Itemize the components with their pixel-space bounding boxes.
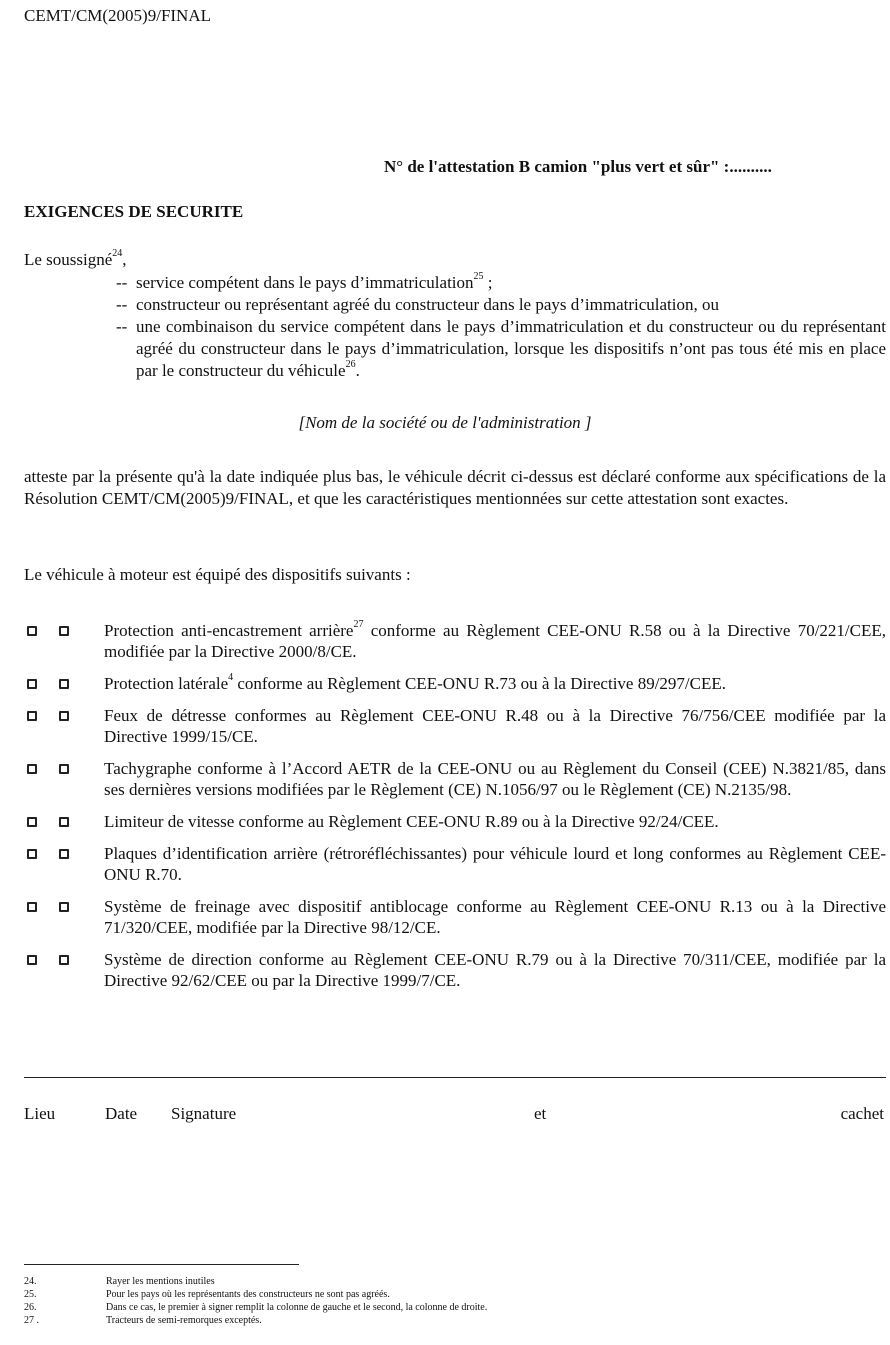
company-name-placeholder: [Nom de la société ou de l'administration ]	[298, 413, 592, 432]
footnote-text: Dans ce cas, le premier à signer remplit la colonne de gauche et le second, la colonne de droite.	[106, 1302, 488, 1313]
date-label: Date	[105, 1104, 138, 1123]
place-label: Lieu	[24, 1104, 56, 1123]
list-item	[24, 294, 886, 316]
footnote-ref: 24	[112, 248, 123, 260]
right-checkbox[interactable]	[59, 817, 69, 827]
left-checkbox[interactable]	[27, 955, 37, 965]
equipment-item-text: Système de direction conforme au Règlement CEE-ONU R.79 ou à la Directive 70/311/CEE, modifiée par la Directive 92/62/CEE ou par la Directive 1999/7/CE.	[104, 950, 886, 990]
footnote	[24, 1314, 487, 1327]
footnote-text: Rayer les mentions inutiles	[106, 1276, 215, 1287]
footnote-number: 24.	[24, 1276, 37, 1287]
equipment-item	[24, 896, 886, 938]
left-checkbox[interactable]	[27, 626, 37, 636]
right-checkbox[interactable]	[59, 955, 69, 965]
footnote	[24, 1275, 487, 1288]
equipment-item	[24, 620, 886, 662]
dash-marker: --	[116, 317, 128, 336]
right-checkbox[interactable]	[59, 764, 69, 774]
signature-label: Signature	[171, 1104, 237, 1123]
list-item-text: service compétent dans le pays d’immatriculation$^{25}$ ;	[136, 271, 493, 292]
right-checkbox[interactable]	[59, 849, 69, 859]
list-item	[24, 272, 886, 294]
footnote	[24, 1288, 487, 1301]
stamp-label: cachet	[840, 1104, 884, 1123]
equipment-item	[24, 949, 886, 991]
equipment-item	[24, 673, 886, 694]
signatory-intro-suffix: ,	[122, 250, 127, 269]
footnote-ref: 27	[353, 619, 364, 631]
separator-rule	[24, 1077, 886, 1078]
equipment-item-text: Limiteur de vitesse conforme au Règlement CEE-ONU R.89 ou à la Directive 92/24/CEE.	[104, 812, 719, 831]
signatory-intro-text: Le soussigné	[24, 250, 113, 269]
footnote-number: 26.	[24, 1302, 37, 1313]
left-checkbox[interactable]	[27, 817, 37, 827]
equipment-item	[24, 811, 886, 832]
equipment-item-text: Système de freinage avec dispositif antiblocage conforme au Règlement CEE-ONU R.13 ou à la Directive 71/320/CEE, modifiée par la Directive 98/12/CE.	[104, 897, 886, 937]
footnote-number: 25.	[24, 1289, 37, 1300]
right-checkbox[interactable]	[59, 902, 69, 912]
dash-marker: --	[116, 273, 128, 292]
left-checkbox[interactable]	[27, 849, 37, 859]
equipment-item-text: Plaques d’identification arrière (rétroréfléchissantes) pour véhicule lourd et long conformes au Règlement CEE-ONU R.70.	[104, 844, 886, 884]
equipment-item-text: Protection latérale$^4$ conforme au Règlement CEE-ONU R.73 ou à la Directive 89/297/CEE.	[104, 672, 727, 693]
equipment-item	[24, 705, 886, 747]
left-checkbox[interactable]	[27, 711, 37, 721]
left-checkbox[interactable]	[27, 679, 37, 689]
left-checkbox[interactable]	[27, 902, 37, 912]
list-item	[24, 316, 886, 382]
footnote-separator	[24, 1264, 299, 1265]
equipment-item	[24, 843, 886, 885]
left-checkbox[interactable]	[27, 764, 37, 774]
footnote-text: Tracteurs de semi-remorques exceptés.	[106, 1315, 262, 1326]
footnotes	[24, 1275, 487, 1327]
equipment-item	[24, 758, 886, 800]
equipment-item-text: Protection anti-encastrement arrière$^{27}$ conforme au Règlement CEE-ONU R.58 ou à la Directive 70/221/CEE, modifiée par la Directive 2000/8/CE.	[104, 619, 886, 661]
equipment-list	[24, 620, 886, 1002]
right-checkbox[interactable]	[59, 711, 69, 721]
dash-marker: --	[116, 295, 128, 314]
right-checkbox[interactable]	[59, 626, 69, 636]
right-checkbox[interactable]	[59, 679, 69, 689]
attestation-number-label: N° de l'attestation B camion "plus vert et sûr" :..........	[384, 157, 772, 176]
footnote	[24, 1301, 487, 1314]
list-item-text: constructeur ou représentant agréé du constructeur dans le pays d’immatriculation, ou	[136, 295, 719, 314]
list-item-text: une combinaison du service compétent dans le pays d’immatriculation et du constructeur ou du représentant agréé du constructeur dans le pays d’immatriculation, lorsque les dispositifs n’ont pas tous été mis en place par le constructeur du véhicule$^{26}$.	[136, 317, 886, 380]
footnote-number: 27 .	[24, 1315, 39, 1326]
equipment-intro: Le véhicule à moteur est équipé des dispositifs suivants :	[24, 565, 411, 584]
footnote-ref: 4	[228, 672, 234, 684]
footnote-ref: 26	[345, 359, 356, 371]
attestation-paragraph: atteste par la présente qu'à la date indiquée plus bas, le véhicule décrit ci-dessus est déclaré conforme aux spécifications de la Résolution CEMT/CM(2005)9/FINAL, et que les caractéristiques mentionnées sur cette attestation sont exactes.	[24, 467, 886, 508]
and-label: et	[534, 1104, 547, 1123]
footnote-text: Pour les pays où les représentants des constructeurs ne sont pas agréés.	[106, 1289, 390, 1300]
equipment-item-text: Tachygraphe conforme à l’Accord AETR de la CEE-ONU ou au Règlement du Conseil (CEE) N.3821/85, dans ses dernières versions modifiées par le Règlement (CE) N.1056/97 ou le Règlement (CE) N.2135/98.	[104, 759, 886, 799]
section-title: EXIGENCES DE SECURITE	[24, 202, 244, 221]
footnote-ref: 25	[473, 271, 484, 283]
signatory-options-list	[24, 272, 886, 382]
document-reference: CEMT/CM(2005)9/FINAL	[24, 6, 211, 25]
equipment-item-text: Feux de détresse conformes au Règlement CEE-ONU R.48 ou à la Directive 76/756/CEE modifiée par la Directive 1999/15/CE.	[104, 706, 886, 746]
signatory-intro	[24, 250, 127, 270]
